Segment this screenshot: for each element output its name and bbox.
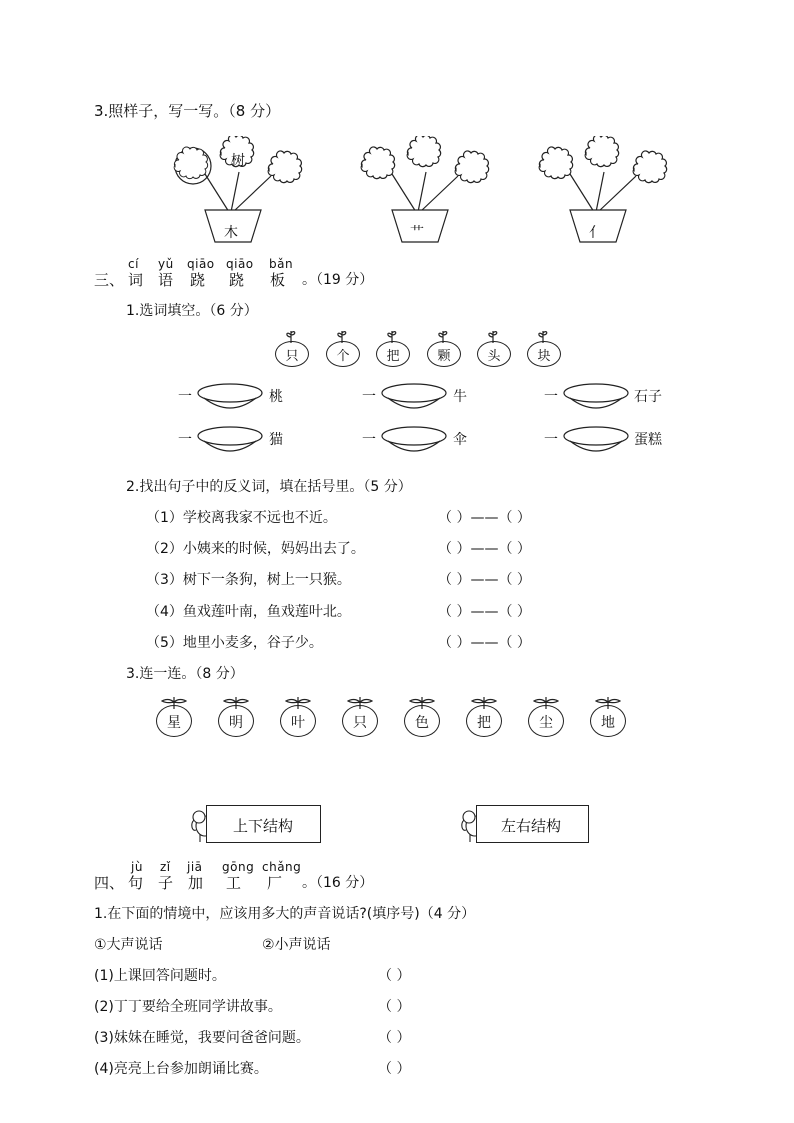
dash-1: 一 (178, 389, 192, 405)
pinyin-qiao-2: qiāo (226, 257, 254, 271)
section-four-char-2: 子 (158, 874, 174, 892)
choice-kuai[interactable]: 块 (527, 335, 561, 363)
plate-blank-1[interactable] (196, 382, 264, 412)
s4-item-4: (4)亮亮上台参加朗诵比赛。 (94, 1061, 268, 1077)
fruit-ming[interactable]: 明 (217, 697, 255, 737)
fruit-xing[interactable]: 星 (155, 697, 193, 737)
flower-pot-3 (530, 136, 680, 246)
title-char-1: 词 (128, 271, 144, 289)
pinyin-ci: cí (128, 257, 139, 271)
s4-item-3: (3)妹妹在睡觉，我要问爸爸问题。 (94, 1030, 310, 1046)
q2-sentence-5: （5）地里小麦多，谷子少。 (146, 635, 323, 651)
plate-item-6: 蛋糕 (634, 432, 662, 448)
section-three-number: 三、 (94, 271, 125, 289)
q2-sentence-3: （3）树下一条狗，树上一只猴。 (146, 572, 351, 588)
q2-answer-2[interactable]: （ ）——（ ） (438, 541, 531, 557)
s4-blank-4[interactable]: （ ） (378, 1061, 411, 1077)
choice-ge[interactable]: 个 (326, 335, 360, 363)
choice-tou[interactable]: 头 (477, 335, 511, 363)
q2-sentence-1: （1）学校离我家不远也不近。 (146, 510, 337, 526)
title-char-5: 板 (270, 271, 286, 289)
plate-item-1: 桃 (269, 389, 283, 405)
q2-sentence-4: （4）鱼戏莲叶南，鱼戏莲叶北。 (146, 604, 351, 620)
section-four-char-5: 厂 (267, 874, 283, 892)
q3-heading: 3.连一连。（8 分） (126, 666, 244, 682)
q1-heading: 1.选词填空。（6 分） (126, 303, 258, 319)
title-char-2: 语 (158, 271, 174, 289)
dash-6: 一 (544, 432, 558, 448)
fruit-chen[interactable]: 尘 (527, 697, 565, 737)
plate-blank-5[interactable] (380, 425, 448, 455)
pinyin-ban: bǎn (269, 257, 294, 271)
s4-item-2: (2)丁丁要给全班同学讲故事。 (94, 999, 282, 1015)
dash-5: 一 (362, 432, 376, 448)
s4-blank-2[interactable]: （ ） (378, 999, 411, 1015)
title-char-3: 跷 (190, 271, 206, 289)
pinyin-ju: jù (131, 860, 143, 874)
q2-answer-4[interactable]: （ ）——（ ） (438, 604, 531, 620)
structure-box-top-bottom[interactable]: 上下结构 (206, 805, 321, 843)
s4-blank-1[interactable]: （ ） (378, 968, 411, 984)
pinyin-qiao-1: qiāo (187, 257, 215, 271)
plate-item-3: 石子 (634, 389, 662, 405)
pot-1-label: 木 (224, 225, 238, 241)
section-four-char-1: 句 (128, 874, 144, 892)
section-3-heading: 3.照样子，写一写。（8 分） (94, 102, 281, 120)
title-char-4: 跷 (229, 271, 245, 289)
section-three-score: 。（19 分） (302, 272, 374, 288)
q2-answer-5[interactable]: （ ）——（ ） (438, 635, 531, 651)
pinyin-gong: gōng (222, 860, 255, 874)
dash-2: 一 (362, 389, 376, 405)
section-four-number: 四、 (94, 874, 125, 892)
s4-q1-heading: 1.在下面的情境中，应该用多大的声音说话?(填序号)（4 分） (94, 906, 476, 922)
fruit-di[interactable]: 地 (589, 697, 627, 737)
pinyin-yu: yǔ (158, 257, 174, 271)
choice-zhi[interactable]: 只 (275, 335, 309, 363)
section-four-score: 。（16 分） (302, 875, 374, 891)
fruit-ye[interactable]: 叶 (279, 697, 317, 737)
plate-blank-3[interactable] (562, 382, 630, 412)
q2-heading: 2.找出句子中的反义词，填在括号里。（5 分） (126, 479, 412, 495)
flower-pot-2 (352, 136, 502, 246)
pot-2-label: 艹 (410, 225, 424, 241)
fruit-se[interactable]: 色 (403, 697, 441, 737)
q2-sentence-2: （2）小姨来的时候，妈妈出去了。 (146, 541, 365, 557)
fruit-zhi[interactable]: 只 (341, 697, 379, 737)
section-four-char-4: 工 (226, 874, 242, 892)
s4-blank-3[interactable]: （ ） (378, 1030, 411, 1046)
section-four-char-3: 加 (188, 874, 204, 892)
plate-item-4: 猫 (269, 432, 283, 448)
fruit-ba[interactable]: 把 (465, 697, 503, 737)
option-quiet: ②小声说话 (262, 937, 331, 953)
dash-3: 一 (544, 389, 558, 405)
plate-item-5: 伞 (453, 432, 467, 448)
plate-blank-4[interactable] (196, 425, 264, 455)
pinyin-chang: chǎng (262, 860, 302, 874)
plate-item-2: 牛 (453, 389, 467, 405)
plate-blank-2[interactable] (380, 382, 448, 412)
option-loud: ①大声说话 (94, 937, 163, 953)
q2-answer-1[interactable]: （ ）——（ ） (438, 510, 531, 526)
flower-center-label: 树 (231, 153, 245, 169)
pinyin-jia: jiā (187, 860, 203, 874)
s4-item-1: (1)上课回答问题时。 (94, 968, 226, 984)
q2-answer-3[interactable]: （ ）——（ ） (438, 572, 531, 588)
pinyin-zi: zǐ (160, 860, 171, 874)
structure-box-left-right[interactable]: 左右结构 (476, 805, 589, 843)
plate-blank-6[interactable] (562, 425, 630, 455)
choice-ke[interactable]: 颗 (427, 335, 461, 363)
choice-ba[interactable]: 把 (376, 335, 410, 363)
dash-4: 一 (178, 432, 192, 448)
pot-3-label: 亻 (589, 225, 603, 241)
